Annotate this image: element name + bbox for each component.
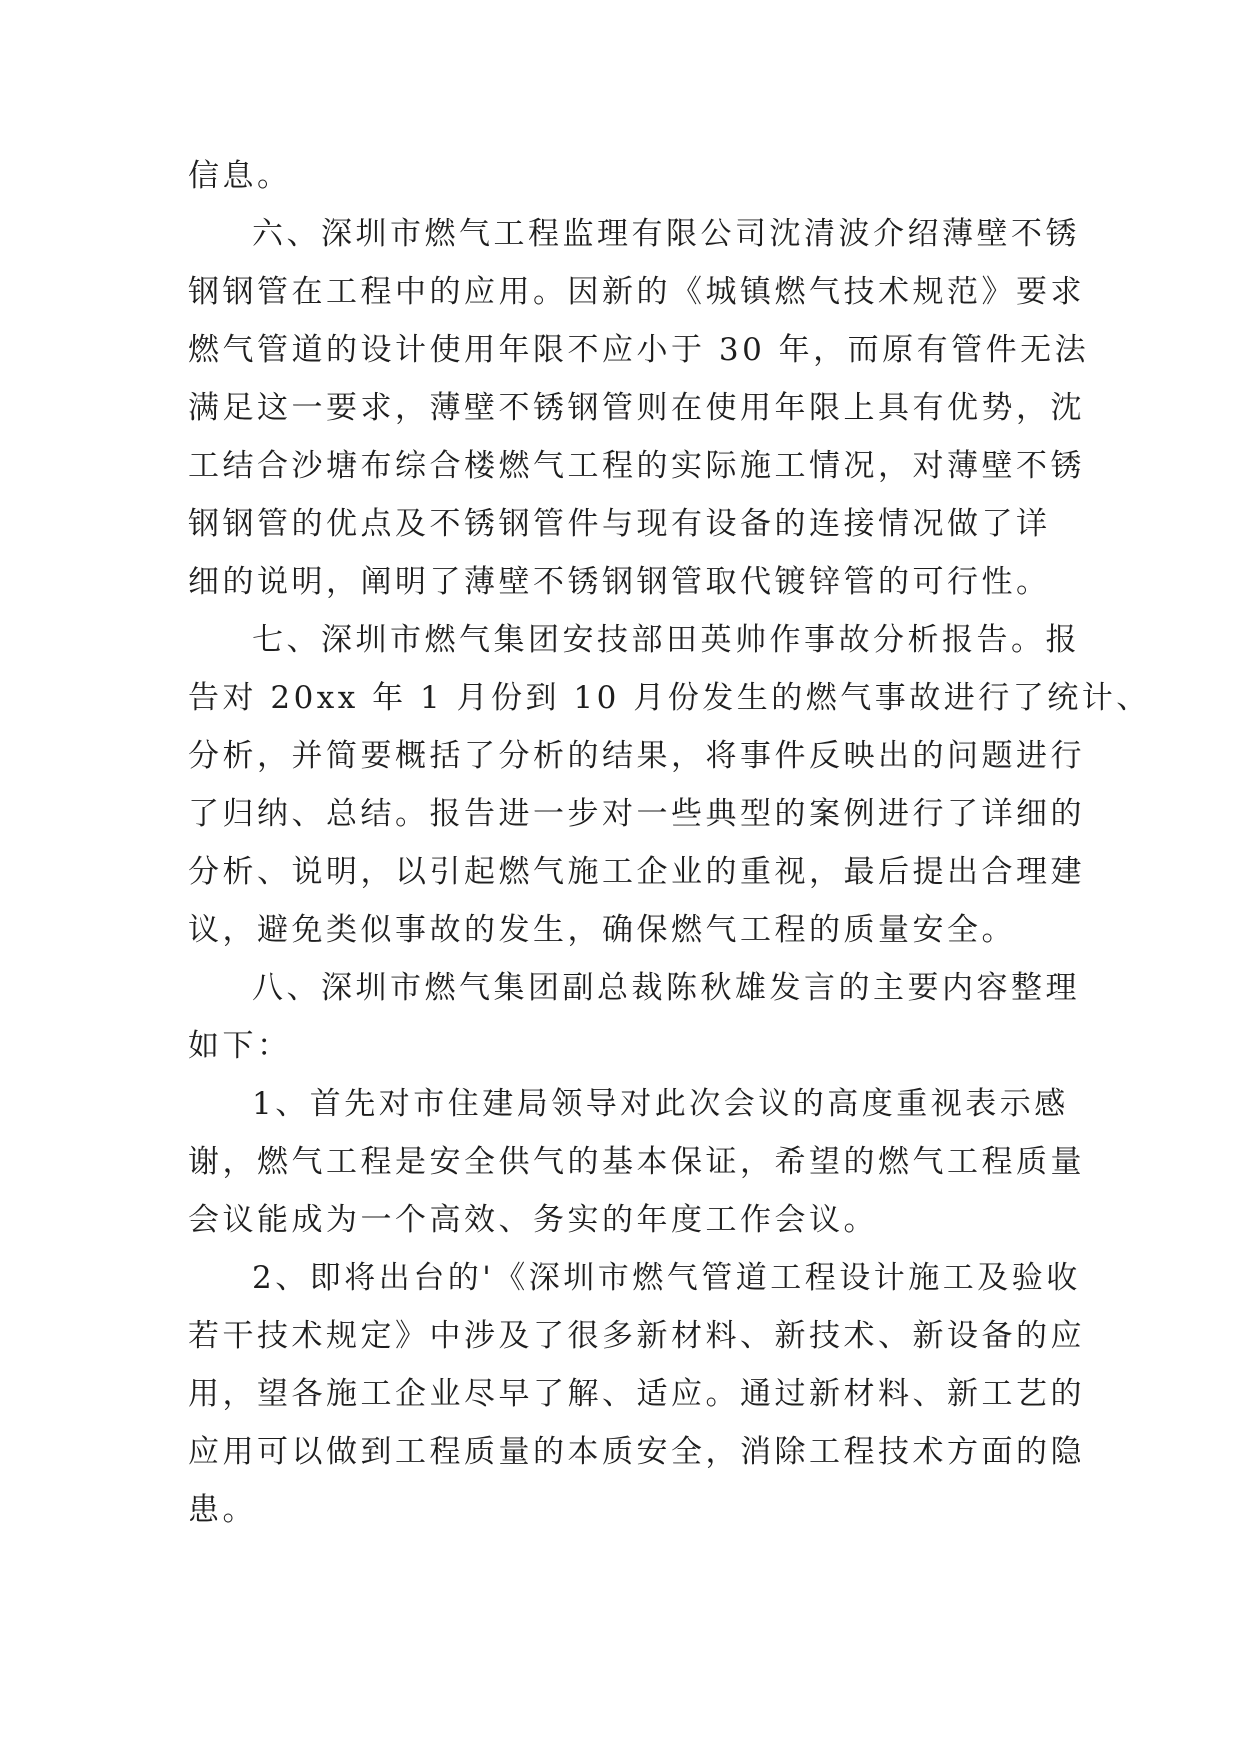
paragraph-eight-start: 八、深圳市燃气集团副总裁陈秋雄发言的主要内容整理 (252, 970, 1080, 1006)
text-line: 如下： (188, 1028, 292, 1064)
text-line: 若干技术规定》中涉及了很多新材料、新技术、新设备的应 (188, 1318, 1085, 1354)
text-line: 分析，并简要概括了分析的结果，将事件反映出的问题进行 (188, 738, 1085, 774)
document-body (188, 147, 1151, 1539)
text-line: 工结合沙塘布综合楼燃气工程的实际施工情况，对薄壁不锈 (188, 448, 1085, 484)
text-line: 信息。 (188, 158, 292, 194)
text-line: 会议能成为一个高效、务实的年度工作会议。 (188, 1202, 878, 1238)
text-line: 分析、说明，以引起燃气施工企业的重视，最后提出合理建 (188, 854, 1085, 890)
text-line: 应用可以做到工程质量的本质安全，消除工程技术方面的隐 (188, 1434, 1085, 1470)
paragraph-seven-start: 七、深圳市燃气集团安技部田英帅作事故分析报告。报 (252, 622, 1080, 658)
text-line: 燃气管道的设计使用年限不应小于 30 年，而原有管件无法 (188, 332, 1090, 368)
text-line: 告对 20xx 年 1 月份到 10 月份发生的燃气事故进行了统计、 (188, 680, 1151, 716)
text-line: 用，望各施工企业尽早了解、适应。通过新材料、新工艺的 (188, 1376, 1085, 1412)
text-line: 议，避免类似事故的发生，确保燃气工程的质量安全。 (188, 912, 1016, 948)
text-line: 钢钢管的优点及不锈钢管件与现有设备的连接情况做了详 (188, 506, 1051, 542)
text-line: 了归纳、总结。报告进一步对一些典型的案例进行了详细的 (188, 796, 1085, 832)
text-line: 钢钢管在工程中的应用。因新的《城镇燃气技术规范》要求 (188, 274, 1085, 310)
paragraph-six-start: 六、深圳市燃气工程监理有限公司沈清波介绍薄壁不锈 (252, 216, 1080, 252)
text-line: 患。 (188, 1492, 257, 1528)
text-line: 谢，燃气工程是安全供气的基本保证，希望的燃气工程质量 (188, 1144, 1085, 1180)
item-one-start: 1、首先对市住建局领导对此次会议的高度重视表示感 (252, 1086, 1069, 1122)
item-two-start: 2、即将出台的'《深圳市燃气管道工程设计施工及验收 (252, 1260, 1081, 1296)
text-line: 细的说明，阐明了薄壁不锈钢钢管取代镀锌管的可行性。 (188, 564, 1051, 600)
text-line: 满足这一要求，薄壁不锈钢管则在使用年限上具有优势，沈 (188, 390, 1085, 426)
